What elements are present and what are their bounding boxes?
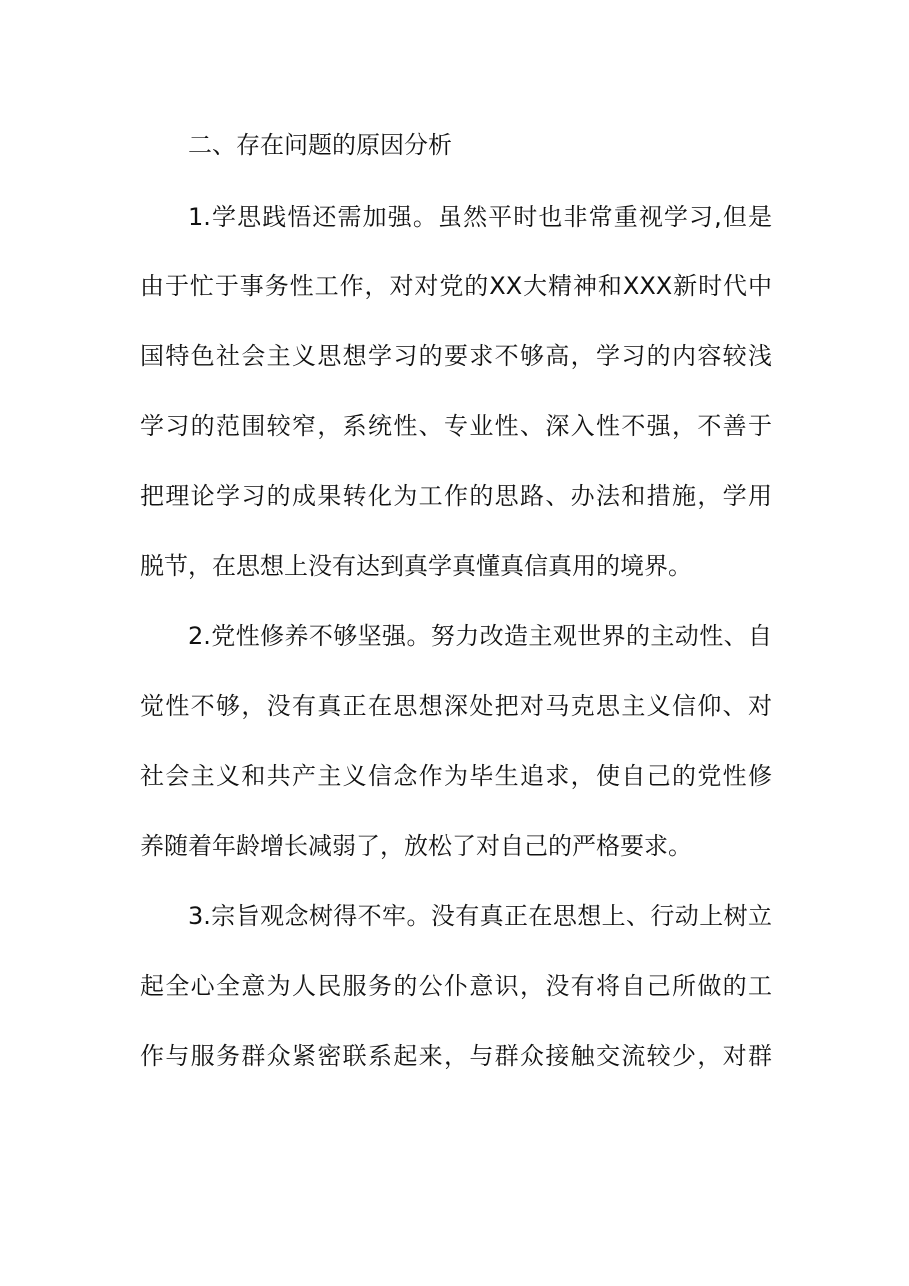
paragraph-3-line-3: 作与服务群众紧密联系起来，与群众接触交流较少，对群 bbox=[140, 1042, 772, 1070]
paragraph-1-line-6: 脱节，在思想上没有达到真学真懂真信真用的境界。 bbox=[140, 552, 692, 580]
paragraph-1-line-5: 把理论学习的成果转化为工作的思路、办法和措施，学用 bbox=[140, 482, 772, 510]
paragraph-1-line-4: 学习的范围较窄，系统性、专业性、深入性不强，不善于 bbox=[140, 412, 772, 440]
paragraph-1-line-1: 1.学思践悟还需加强。虽然平时也非常重视学习,但是 bbox=[188, 203, 772, 231]
paragraph-2-line-2: 觉性不够，没有真正在思想深处把对马克思主义信仰、对 bbox=[140, 692, 772, 720]
paragraph-3-line-2: 起全心全意为人民服务的公仆意识，没有将自己所做的工 bbox=[140, 972, 772, 1000]
paragraph-2-line-3: 社会主义和共产主义信念作为毕生追求，使自己的党性修 bbox=[140, 762, 772, 790]
paragraph-3-line-1: 3.宗旨观念树得不牢。没有真正在思想上、行动上树立 bbox=[188, 902, 772, 930]
paragraph-1-line-3: 国特色社会主义思想学习的要求不够高，学习的内容较浅 bbox=[140, 342, 772, 370]
paragraph-2-line-4: 养随着年龄增长减弱了，放松了对自己的严格要求。 bbox=[140, 832, 692, 860]
paragraph-1-line-2: 由于忙于事务性工作，对对党的XX大精神和XXX新时代中 bbox=[140, 272, 772, 300]
section-heading: 二、存在问题的原因分析 bbox=[188, 131, 452, 159]
paragraph-2-line-1: 2.党性修养不够坚强。努力改造主观世界的主动性、自 bbox=[188, 622, 772, 650]
